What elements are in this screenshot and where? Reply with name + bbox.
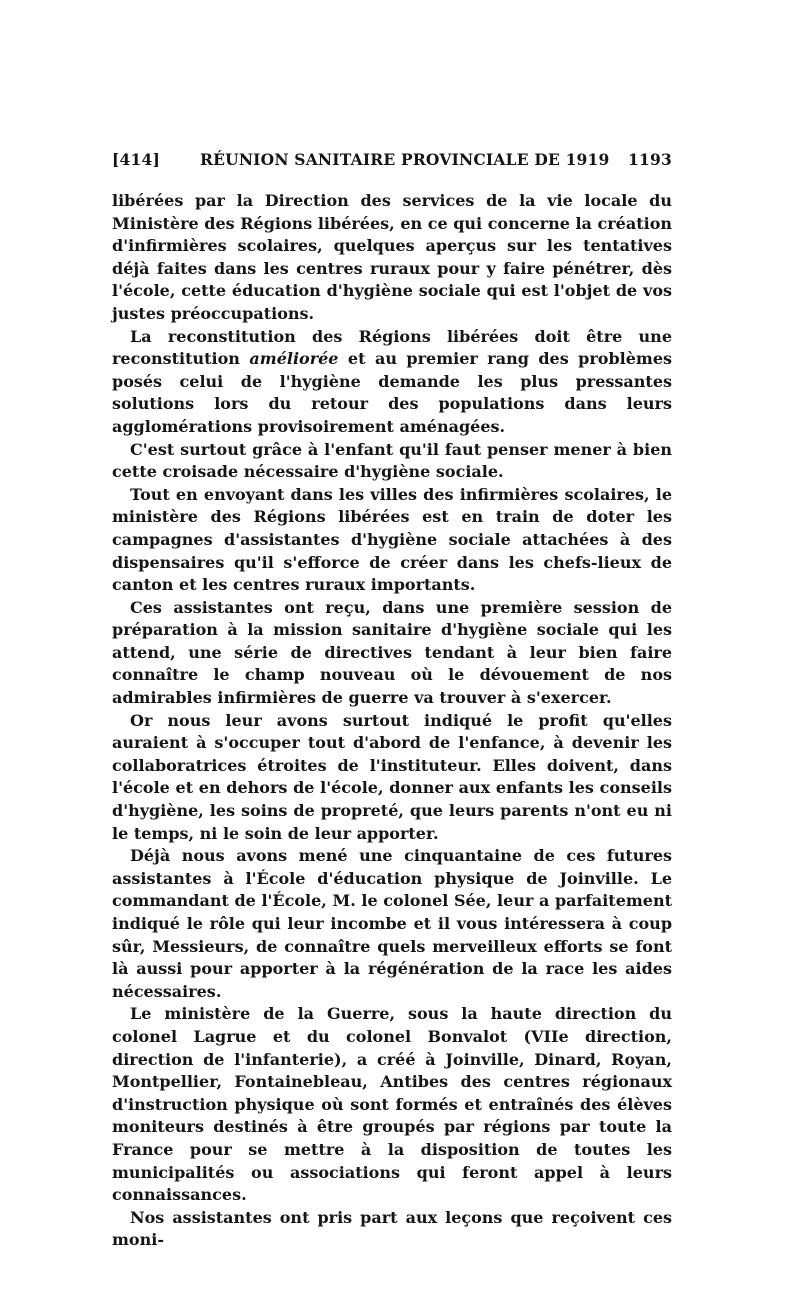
paragraph-1: libérées par la Direction des services de la vie locale du Ministère des Régions libérées, en ce qui concerne la création d'infirmières scolaires, quelques aperçus sur les tentatives déjà faites dans les centres ruraux pour y faire pénétrer, dès l'école, cette éducation d'hygiène sociale qui est l'objet de vos justes préoccupations.	[112, 191, 672, 323]
paragraph-2	[112, 326, 672, 439]
paragraph-8: Le ministère de la Guerre, sous la haute direction du colonel Lagrue et du colonel Bonvalot (VIIe direction, direction de l'infanterie), a créé à Joinville, Dinard, Royan, Montpellier, Fontainebleau, Antibes des centres régionaux d'instruction physique où sont formés et entraînés des élèves moniteurs destinés à être groupés par régions par toute la France pour se mettre à la disposition de toutes les municipalités ou associations qui feront appel à leurs connaissances.	[112, 1004, 672, 1205]
paragraph-9: Nos assistantes ont pris part aux leçons que reçoivent ces moni-	[112, 1207, 672, 1250]
paragraph-5: Ces assistantes ont reçu, dans une première session de préparation à la mission sanitaire d'hygiène sociale qui les attend, une série de directives tendant à leur bien faire connaître le champ nouveau où le dévouement de nos admirables infirmières de guerre va trouver à s'exercer.	[112, 597, 672, 708]
paragraph-2-after: et au premier rang des problèmes posés celui de l'hygiène demande les plus pressantes solutions lors du retour des populations dans leurs agglomérations provisoirement aménagées.	[112, 349, 673, 436]
paragraph-7: Déjà nous avons mené une cinquantaine de ces futures assistantes à l'École d'éducation physique de Joinville. Le commandant de l'École, M. le colonel Sée, leur a parfaitement indiqué le rôle qui leur incombe et il vous intéressera à coup sûr, Messieurs, de connaître quels merveilleux efforts se font là aussi pour apporter à la régénération de la race les aides nécessaires.	[112, 846, 672, 1001]
folio-left: [414]	[112, 150, 161, 169]
body-text	[112, 190, 672, 1252]
paragraph-4: Tout en envoyant dans les villes des infirmières scolaires, le ministère des Régions libérées est en train de doter les campagnes d'assistantes d'hygiène sociale attachées à des dispensaires qu'il s'efforce de créer dans les chefs-lieux de canton et les centres ruraux importants.	[112, 484, 672, 595]
running-title: RÉUNION SANITAIRE PROVINCIALE DE 1919	[200, 150, 610, 169]
page-number: 1193	[628, 150, 672, 169]
paragraph-6: Or nous leur avons surtout indiqué le profit qu'elles auraient à s'occuper tout d'abord de l'enfance, à devenir les collaboratrices étroites de l'instituteur. Elles doivent, dans l'école et en dehors de l'école, donner aux enfants les conseils d'hygiène, les soins de propreté, que leurs parents n'ont eu ni le temps, ni le soin de leur apporter.	[112, 710, 672, 843]
paragraph-3: C'est surtout grâce à l'enfant qu'il faut penser mener à bien cette croisade nécessaire d'hygiène sociale.	[112, 439, 672, 482]
emphasis-ameliorée: améliorée	[249, 349, 339, 369]
page-header	[112, 150, 672, 176]
paragraph-2-before: La reconstitution des Régions libérées doit être une reconstitution	[112, 326, 672, 369]
